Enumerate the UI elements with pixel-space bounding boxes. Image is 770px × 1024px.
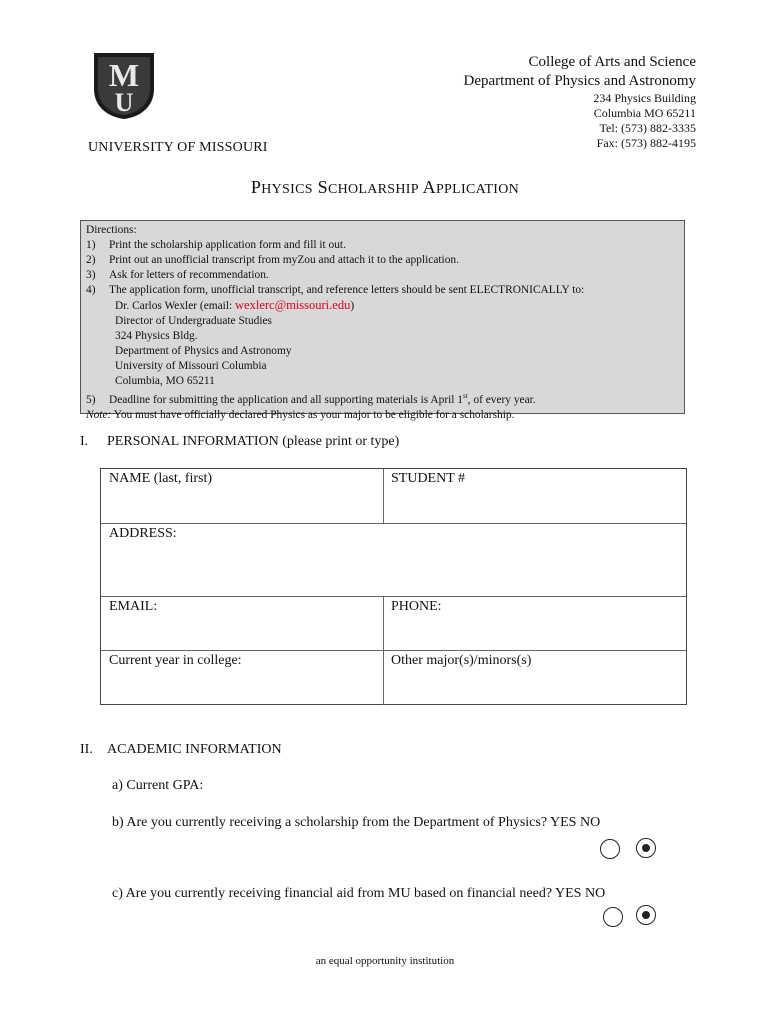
financial-aid-no-radio[interactable] bbox=[636, 905, 656, 925]
phone-field[interactable] bbox=[383, 597, 686, 650]
current-year-label: Current year in college: bbox=[109, 653, 242, 668]
address-field[interactable] bbox=[101, 524, 686, 596]
title-cap-2: S bbox=[317, 177, 328, 197]
name-label: NAME (last, first) bbox=[109, 471, 213, 486]
section-academic-heading: II. ACADEMIC INFORMATION bbox=[80, 742, 282, 757]
title-rest-1: HYSICS bbox=[261, 182, 313, 197]
direction-item: 1) Print the scholarship application form and fill it out. bbox=[86, 239, 346, 251]
college-name: College of Arts and Science bbox=[528, 54, 696, 70]
financial-aid-yes-radio[interactable] bbox=[603, 907, 623, 927]
telephone: Tel: (573) 882-3335 bbox=[599, 121, 696, 135]
university-logo bbox=[88, 49, 160, 121]
section-personal-heading: I. PERSONAL INFORMATION (please print or type) bbox=[80, 434, 400, 449]
fax: Fax: (573) 882-4195 bbox=[596, 136, 696, 150]
department-address-block bbox=[464, 53, 696, 151]
note-line: Note: You must have officially declared Physics as your major to be eligible for a scholarship. bbox=[86, 408, 515, 421]
address-label: ADDRESS: bbox=[109, 526, 177, 541]
other-majors-field[interactable] bbox=[383, 651, 686, 705]
question-scholarship: b) Are you currently receiving a scholarship from the Department of Physics? YES NO bbox=[112, 815, 601, 830]
university-name: UNIVERSITY OF MISSOURI bbox=[88, 140, 268, 155]
building: 234 Physics Building bbox=[593, 91, 696, 105]
contact-line: Columbia, MO 65211 bbox=[115, 375, 215, 387]
student-number-field[interactable] bbox=[383, 469, 686, 523]
contact-line: Director of Undergraduate Studies bbox=[115, 315, 272, 327]
city: Columbia MO 65211 bbox=[593, 106, 696, 120]
personal-info-table bbox=[100, 468, 687, 705]
department-name: Department of Physics and Astronomy bbox=[463, 73, 696, 89]
directions-heading: Directions: bbox=[86, 224, 137, 236]
directions-box bbox=[80, 220, 685, 421]
student-number-label: STUDENT # bbox=[391, 471, 466, 486]
contact-line: 324 Physics Bldg. bbox=[115, 330, 198, 342]
radio-selected-dot bbox=[642, 844, 650, 852]
page-title bbox=[0, 177, 770, 198]
scholarship-no-radio[interactable] bbox=[636, 838, 656, 858]
footer-text: an equal opportunity institution bbox=[315, 955, 455, 967]
name-field[interactable] bbox=[101, 469, 383, 523]
radio-selected-dot bbox=[642, 911, 650, 919]
title-cap-1: P bbox=[250, 177, 262, 197]
other-majors-label: Other major(s)/minors(s) bbox=[391, 653, 532, 668]
question-financial-aid: c) Are you currently receiving financial aid from MU based on financial need? YES NO bbox=[112, 886, 606, 901]
logo-u: U bbox=[114, 88, 134, 117]
logo-m: M bbox=[108, 57, 140, 93]
direction-item: 2) Print out an unofficial transcript from myZou and attach it to the application. bbox=[86, 254, 459, 266]
question-gpa: a) Current GPA: bbox=[112, 778, 204, 793]
phone-label: PHONE: bbox=[391, 599, 442, 614]
title-cap-3: A bbox=[422, 177, 436, 197]
direction-item: 3) Ask for letters of recommendation. bbox=[86, 269, 269, 281]
current-year-field[interactable] bbox=[101, 651, 383, 705]
contact-email-link[interactable]: wexlerc@missouri.edu bbox=[235, 298, 351, 312]
title-rest-2: CHOLARSHIP bbox=[327, 182, 419, 197]
email-label: EMAIL: bbox=[109, 599, 158, 614]
title-rest-3: PPLICATION bbox=[435, 182, 520, 197]
contact-line: Department of Physics and Astronomy bbox=[115, 345, 292, 357]
contact-line: University of Missouri Columbia bbox=[115, 360, 267, 372]
direction-item: 4) The application form, unofficial transcript, and reference letters should be sent ELECTRONICALLY to: bbox=[86, 284, 585, 296]
contact-line: Dr. Carlos Wexler (email: wexlerc@missouri.edu) bbox=[115, 298, 355, 312]
direction-item: 5) Deadline for submitting the application and all supporting materials is April 1st, of every year. bbox=[86, 392, 536, 406]
email-field[interactable] bbox=[101, 597, 383, 650]
scholarship-yes-radio[interactable] bbox=[600, 839, 620, 859]
